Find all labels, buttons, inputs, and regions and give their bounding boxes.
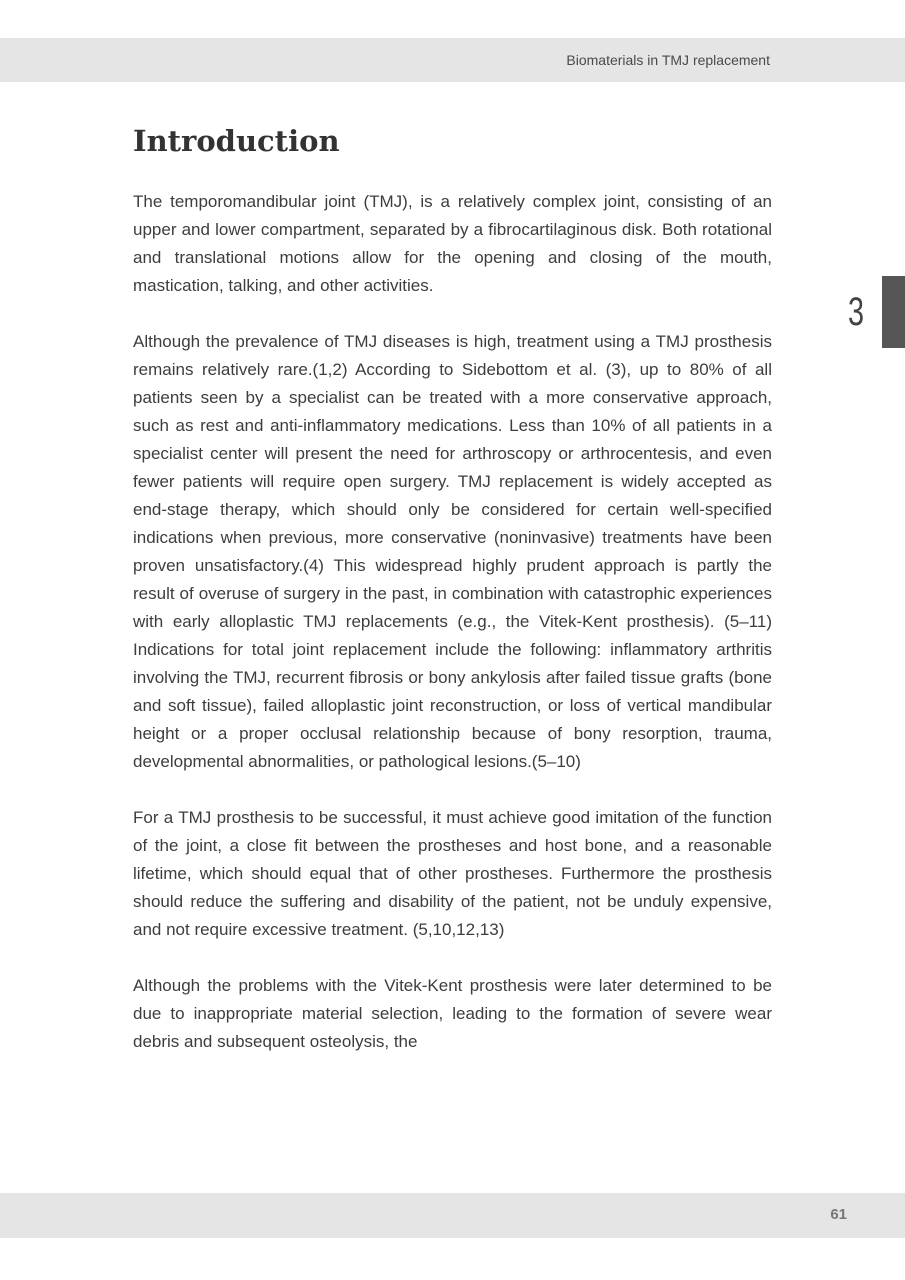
paragraph-4: Although the problems with the Vitek-Kent prosthesis were later determined to be due to inappropriate material selection, leading to the formation of severe wear debris and subsequent osteolysis, the: [133, 976, 772, 1051]
section-title: Introduction: [133, 124, 340, 158]
paragraph-3: For a TMJ prosthesis to be successful, it must achieve good imitation of the function of the joint, a close fit between the prostheses and host bone, and a reasonable lifetime, which should equal that of other prostheses. Furthermore the prosthesis should reduce the suffering and disability of the patient, not be unduly expensive, and not require excessive treatment. (5,10,12,13): [133, 808, 772, 939]
paragraph-2: Although the prevalence of TMJ diseases is high, treatment using a TMJ prosthesis remains relatively rare.(1,2) According to Sidebottom et al. (3), up to 80% of all patients seen by a specialist can be treated with a more conservative approach, such as rest and anti-inflammatory medications. Less than 10% of all patients in a specialist center will present the need for arthroscopy or arthrocentesis, and even fewer patients will require open surgery. TMJ replacement is widely accepted as end-stage therapy, which should only be considered for certain well-specified indications when previous, more conservative (noninvasive) treatments have been proven unsatisfactory.(4) This widespread highly prudent approach is partly the result of overuse of surgery in the past, in combination with catastrophic experiences with early alloplastic TMJ replacements (e.g., the Vitek-Kent prosthesis). (5–11) Indications for total joint replacement include the following: inflammatory arthritis involving the TMJ, recurrent fibrosis or bony ankylosis after failed tissue grafts (bone and soft tissue), failed alloplastic joint reconstruction, or loss of vertical mandibular height or a proper occlusal relationship because of bony resorption, trauma, developmental abnormalities, or pathological lesions.(5–10): [133, 332, 772, 771]
running-header-title: Biomaterials in TMJ replacement: [566, 52, 770, 68]
body-text: [133, 188, 772, 1084]
footer-band: [0, 1193, 905, 1238]
running-header-band: [0, 38, 905, 82]
chapter-tab-marker: [882, 276, 905, 348]
page-number: 61: [830, 1206, 847, 1223]
paragraph-1: The temporomandibular joint (TMJ), is a relatively complex joint, consisting of an upper and lower compartment, separated by a fibrocartilaginous disk. Both rotational and translational motions allow for the opening and closing of the mouth, mastication, talking, and other activities.: [133, 192, 772, 295]
chapter-number: 3: [848, 290, 865, 334]
